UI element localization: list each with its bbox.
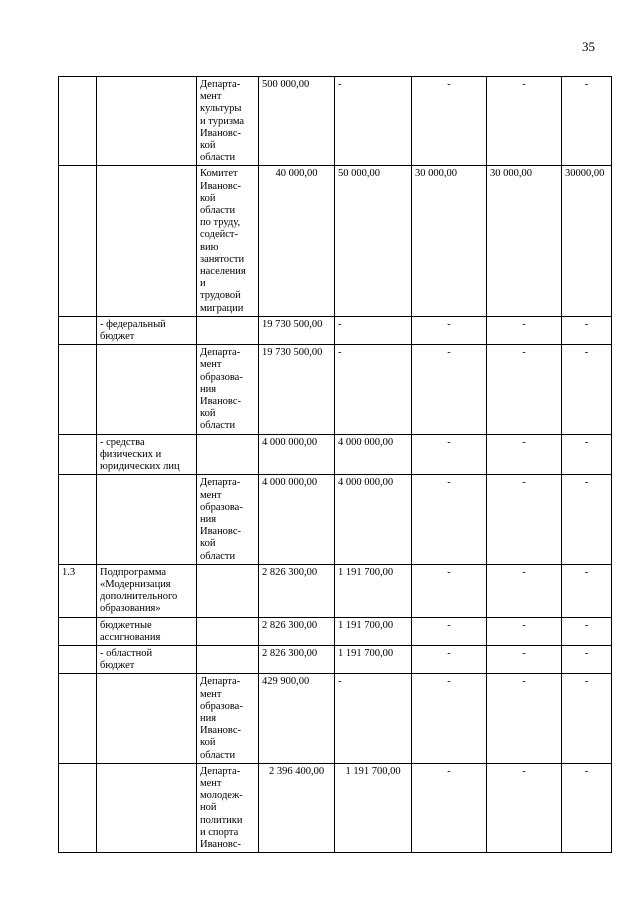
item-name-cell: - областной бюджет: [97, 645, 197, 673]
executor-cell: Департа- мент культуры и туризма Ивановс- кой области: [197, 77, 259, 166]
table-body: [59, 77, 612, 853]
year2-amount-cell: -: [412, 763, 487, 852]
total-amount-cell: 4 000 000,00: [259, 434, 335, 475]
row-number-cell: [59, 645, 97, 673]
total-amount-cell: 2 826 300,00: [259, 645, 335, 673]
year2-amount-cell: -: [412, 564, 487, 617]
year2-amount-cell: -: [412, 434, 487, 475]
year4-amount-cell: -: [562, 645, 612, 673]
executor-cell: [197, 645, 259, 673]
year3-amount-cell: -: [487, 77, 562, 166]
year2-amount-cell: -: [412, 645, 487, 673]
year1-amount-cell: 1 191 700,00: [335, 645, 412, 673]
table-row: [59, 345, 612, 434]
table-row: [59, 316, 612, 344]
item-name-cell: [97, 345, 197, 434]
year4-amount-cell: -: [562, 316, 612, 344]
year1-amount-cell: 1 191 700,00: [335, 617, 412, 645]
item-name-cell: - средства физических и юридических лиц: [97, 434, 197, 475]
total-amount-cell: 19 730 500,00: [259, 345, 335, 434]
executor-cell: [197, 434, 259, 475]
executor-cell: Комитет Ивановс- кой области по труду, содейст- вию занятости населения и трудовой миграции: [197, 166, 259, 316]
year3-amount-cell: -: [487, 645, 562, 673]
table-row: [59, 166, 612, 316]
item-name-cell: - федеральный бюджет: [97, 316, 197, 344]
row-number-cell: [59, 763, 97, 852]
year2-amount-cell: -: [412, 674, 487, 763]
total-amount-cell: 2 826 300,00: [259, 564, 335, 617]
executor-cell: Департа- мент образова- ния Ивановс- кой области: [197, 674, 259, 763]
item-name-cell: [97, 166, 197, 316]
year4-amount-cell: -: [562, 564, 612, 617]
year1-amount-cell: -: [335, 345, 412, 434]
year2-amount-cell: -: [412, 345, 487, 434]
row-number-cell: [59, 617, 97, 645]
total-amount-cell: 429 900,00: [259, 674, 335, 763]
year1-amount-cell: -: [335, 77, 412, 166]
year3-amount-cell: -: [487, 564, 562, 617]
total-amount-cell: 500 000,00: [259, 77, 335, 166]
year1-amount-cell: -: [335, 316, 412, 344]
year1-amount-cell: 1 191 700,00: [335, 763, 412, 852]
item-name-cell: [97, 77, 197, 166]
table-row: [59, 674, 612, 763]
total-amount-cell: 19 730 500,00: [259, 316, 335, 344]
year4-amount-cell: -: [562, 617, 612, 645]
year1-amount-cell: 4 000 000,00: [335, 434, 412, 475]
year1-amount-cell: -: [335, 674, 412, 763]
year1-amount-cell: 50 000,00: [335, 166, 412, 316]
year2-amount-cell: 30 000,00: [412, 166, 487, 316]
year2-amount-cell: -: [412, 475, 487, 564]
year3-amount-cell: -: [487, 316, 562, 344]
year2-amount-cell: -: [412, 617, 487, 645]
row-number-cell: [59, 166, 97, 316]
total-amount-cell: 2 826 300,00: [259, 617, 335, 645]
total-amount-cell: 40 000,00: [259, 166, 335, 316]
total-amount-cell: 4 000 000,00: [259, 475, 335, 564]
row-number-cell: [59, 345, 97, 434]
year3-amount-cell: -: [487, 617, 562, 645]
item-name-cell: [97, 763, 197, 852]
year3-amount-cell: -: [487, 434, 562, 475]
item-name-cell: бюджетные ассигнования: [97, 617, 197, 645]
table-row: [59, 645, 612, 673]
item-name-cell: [97, 674, 197, 763]
year4-amount-cell: -: [562, 345, 612, 434]
table-row: [59, 617, 612, 645]
row-number-cell: [59, 434, 97, 475]
table-row: [59, 564, 612, 617]
total-amount-cell: 2 396 400,00: [259, 763, 335, 852]
page-number: 35: [582, 39, 595, 54]
year3-amount-cell: -: [487, 763, 562, 852]
year1-amount-cell: 1 191 700,00: [335, 564, 412, 617]
table-row: [59, 475, 612, 564]
row-number-cell: [59, 316, 97, 344]
year4-amount-cell: -: [562, 674, 612, 763]
executor-cell: [197, 617, 259, 645]
row-number-cell: [59, 77, 97, 166]
row-number-cell: 1.3: [59, 564, 97, 617]
year4-amount-cell: -: [562, 763, 612, 852]
year3-amount-cell: -: [487, 674, 562, 763]
budget-table: [58, 76, 612, 853]
item-name-cell: [97, 475, 197, 564]
year3-amount-cell: -: [487, 475, 562, 564]
year4-amount-cell: 30000,00: [562, 166, 612, 316]
table-row: [59, 763, 612, 852]
year4-amount-cell: -: [562, 475, 612, 564]
year2-amount-cell: -: [412, 316, 487, 344]
year3-amount-cell: 30 000,00: [487, 166, 562, 316]
year4-amount-cell: -: [562, 77, 612, 166]
executor-cell: Департа- мент молодеж- ной политики и спорта Ивановс-: [197, 763, 259, 852]
item-name-cell: Подпрограмма «Модернизация дополнительного образования»: [97, 564, 197, 617]
executor-cell: [197, 316, 259, 344]
table-row: [59, 77, 612, 166]
year2-amount-cell: -: [412, 77, 487, 166]
year3-amount-cell: -: [487, 345, 562, 434]
executor-cell: Департа- мент образова- ния Ивановс- кой области: [197, 475, 259, 564]
year1-amount-cell: 4 000 000,00: [335, 475, 412, 564]
row-number-cell: [59, 475, 97, 564]
year4-amount-cell: -: [562, 434, 612, 475]
row-number-cell: [59, 674, 97, 763]
table-row: [59, 434, 612, 475]
executor-cell: [197, 564, 259, 617]
executor-cell: Департа- мент образова- ния Ивановс- кой области: [197, 345, 259, 434]
